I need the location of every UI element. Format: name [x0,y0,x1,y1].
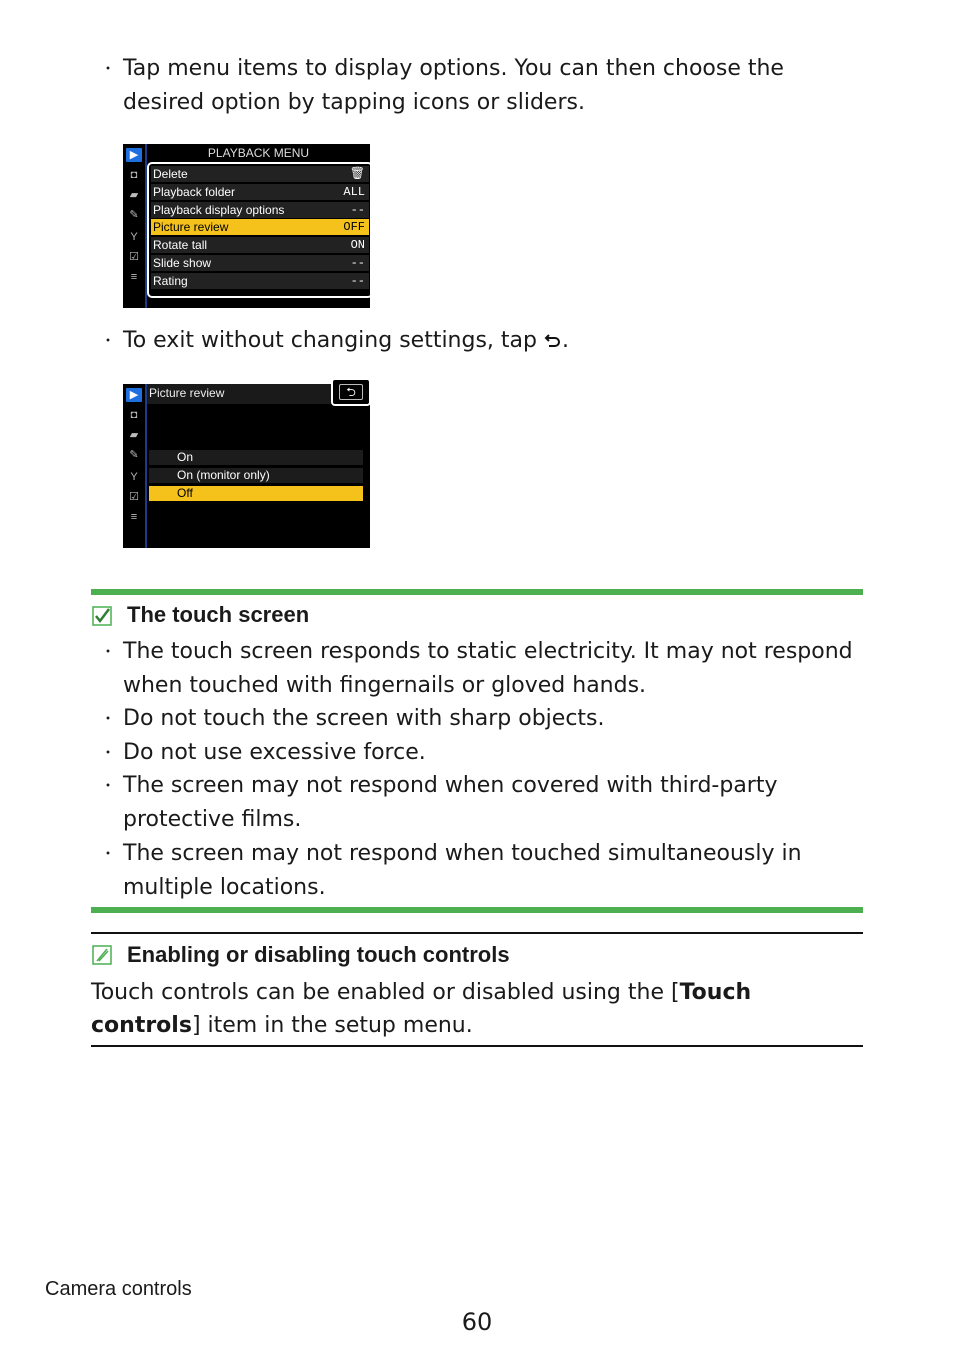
playback-icon[interactable]: ▶ [126,148,142,162]
page-number: 60 [461,1308,493,1336]
menu-item-label: Rotate tall [153,238,208,253]
touch-bullet-text: The touch screen responds to static electricity. It may not respond when touched with fingernails or gloved hands. [123,639,853,698]
menu-sidebar [123,384,147,548]
movie-icon[interactable]: ▰ [129,189,139,201]
menu-item-label: Slide show [153,255,212,270]
touch-controls-term: Touch controls [91,980,752,1038]
menu-item-delete[interactable] [151,166,369,182]
menu-item-slide-show[interactable] [151,255,369,271]
touch-bullet-text: Do not touch the screen with sharp objects. [123,706,605,731]
menu-item-rotate-tall[interactable] [151,237,369,253]
intro-bullet-2-text-wrap [123,324,863,358]
bullet-dot: ・ [100,844,117,863]
wrench-icon[interactable]: Y [130,231,138,243]
note-bottom-rule [91,907,863,913]
submenu-title: Picture review [149,386,225,400]
bullet-dot: ・ [100,59,117,78]
tip-bottom-rule [91,1045,863,1047]
pencil-icon[interactable]: ✎ [129,449,139,461]
option-on-monitor-only[interactable]: On (monitor only) [149,468,363,483]
menu-sidebar [123,144,147,308]
bullet-dot: ・ [100,642,117,661]
retouch-icon[interactable]: ☑ [129,251,139,263]
touch-bullet-text: Do not use excessive force. [123,740,426,765]
pencil-icon[interactable]: ✎ [129,209,139,221]
bullet-dot: ・ [100,709,117,728]
touch-bullet-text: The screen may not respond when touched simultaneously in multiple locations. [123,841,802,900]
touch-bullet-text: The screen may not respond when covered with third-party protective films. [123,773,778,832]
option-off[interactable]: Off [149,486,363,501]
wrench-icon[interactable]: Y [130,471,138,483]
menu-item-value: -- [350,273,365,288]
menu-item-playback-folder[interactable] [151,184,369,200]
intro-bullet-1-text: Tap menu items to display options. You can then choose the desired option by tapping icons or sliders. [123,56,784,115]
menu-item-value: -- [350,202,365,217]
note-top-rule [91,589,863,595]
footer-section: Camera controls [45,1278,192,1300]
movie-icon[interactable]: ▰ [129,429,139,441]
text-part: Touch controls can be enabled or disabled using the [ [91,980,680,1005]
menu-item-label: Picture review [153,220,229,235]
playback-icon[interactable]: ▶ [126,388,142,402]
menu-item-rating[interactable] [151,273,369,289]
retouch-icon[interactable]: ☑ [129,491,139,503]
mymenu-icon[interactable]: ≡ [130,511,138,523]
menu-item-value: ON [350,238,365,253]
tip-top-rule [91,932,863,934]
menu-item-value: ALL [343,184,365,199]
menu-item-playback-display-options[interactable] [151,202,369,218]
menu-item-value: -- [350,255,365,270]
return-icon [544,326,562,344]
touch-controls-heading: Enabling or disabling touch controls [127,942,510,967]
pencil-note-icon [92,945,112,965]
menu-list [147,162,373,298]
playback-menu-screen [123,144,370,308]
menu-item-label: Rating [153,273,188,288]
intro-bullet-2-text: To exit without changing settings, tap [123,328,544,353]
camera-icon[interactable]: ◘ [130,169,138,181]
menu-item-value: OFF [343,220,365,235]
menu-title: PLAYBACK MENU [207,146,310,160]
touch-screen-heading: The touch screen [127,602,310,627]
back-button[interactable] [331,378,371,406]
bullet-dot: ・ [100,743,117,762]
intro-bullet-2-end: . [561,328,569,353]
menu-item-picture-review[interactable] [151,219,369,235]
menu-item-label: Playback folder [153,184,236,199]
menu-item-label: Playback display options [153,202,285,217]
picture-review-screen [123,384,370,548]
text-part: ] item in the setup menu. [191,1013,473,1038]
return-icon: ⮌ [339,384,363,400]
bullet-dot: ・ [100,776,117,795]
mymenu-icon[interactable]: ≡ [130,271,138,283]
check-icon [92,606,112,626]
touch-controls-text [91,976,866,1042]
camera-icon[interactable]: ◘ [130,409,138,421]
bullet-dot: ・ [100,331,117,350]
option-on[interactable]: On [149,450,363,465]
menu-item-label: Delete [153,167,188,181]
trash-icon: 🗑 [349,167,365,181]
